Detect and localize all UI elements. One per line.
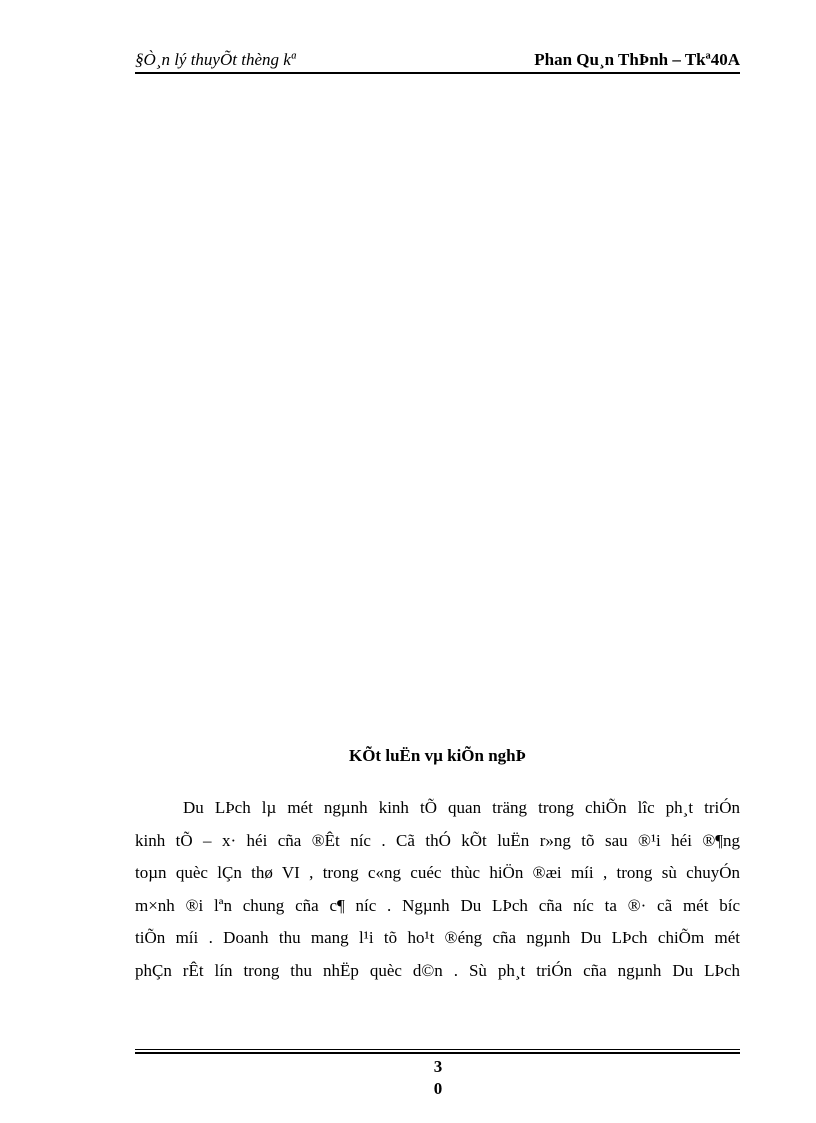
- page-header: [135, 48, 740, 74]
- paragraph-line: toµn quèc lÇn thø VI , trong c«ng cuéc thùc hiÖn ®æi míi , trong sù chuyÓn: [135, 863, 740, 882]
- paragraph-line: Du LÞch lµ mét ngµnh kinh tÕ quan träng trong chiÕn lîc ph¸t triÓn: [183, 798, 740, 817]
- page-number-digit: 3: [433, 1057, 443, 1076]
- footer-rule-thick: [135, 1052, 740, 1054]
- body-paragraph: [135, 792, 740, 987]
- header-document-title: §Ò¸n lý thuyÕt thèng kª: [135, 50, 296, 69]
- footer-rule: [135, 1049, 740, 1050]
- paragraph-line: kinh tÕ – x· héi cña ®Êt níc . Cã thÓ kÕt luËn r»ng tõ sau ®¹i héi ®¶ng: [135, 830, 740, 850]
- page-number-digit: 0: [433, 1079, 443, 1098]
- section-title: KÕt luËn vµ kiÕn nghÞ: [348, 746, 527, 765]
- paragraph-line: phÇn rÊt lín trong thu nhËp quèc d©n . Sù ph¸t triÓn cña ngµnh Du LÞch: [135, 960, 740, 980]
- page-number: [428, 1056, 448, 1100]
- header-author: Phan Qu¸n ThÞnh – Tkª40A: [534, 50, 740, 69]
- paragraph-line: tiÕn míi . Doanh thu mang l¹i tõ ho¹t ®éng cña ngµnh Du LÞch chiÕm mét: [135, 928, 740, 947]
- paragraph-line: m×nh ®i lªn chung cña c¶ níc . Ngµnh Du LÞch cña níc ta ®· cã mét bíc: [135, 895, 740, 915]
